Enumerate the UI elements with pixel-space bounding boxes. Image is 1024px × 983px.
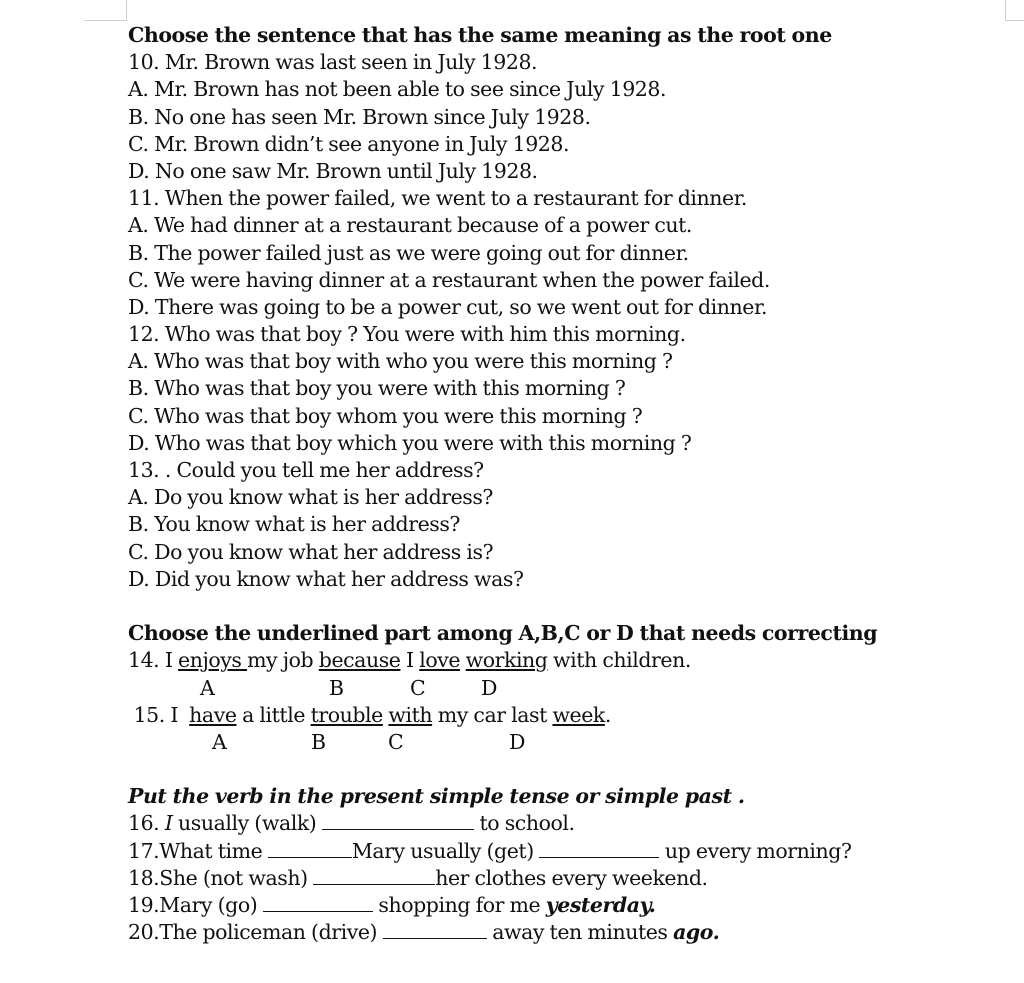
option-13a: A. Do you know what is her address? <box>128 485 493 510</box>
option-11d: D. There was going to be a power cut, so we went out for dinner. <box>128 294 768 319</box>
q15-underlined-d: week <box>552 702 605 727</box>
page-corner-mark-right <box>1005 0 1024 21</box>
q15-underlined-c: with <box>388 702 433 727</box>
option-10d: D. No one saw Mr. Brown until July 1928. <box>128 158 538 183</box>
q16-text-after: to school. <box>473 811 575 836</box>
q14-text-5: with children. <box>547 648 691 673</box>
q19-prompt: 19.Mary (go) <box>128 893 263 917</box>
section-heading-same-meaning: Choose the sentence that has the same meaning as the root one <box>128 23 832 47</box>
q19-text-after: shopping for me <box>372 893 546 917</box>
question-19 <box>128 892 988 919</box>
q14-underlined-c: love <box>419 648 461 673</box>
section-spacer <box>128 593 988 620</box>
question-18 <box>128 865 988 892</box>
q14-letter-a: A <box>200 675 215 700</box>
q14-answer-letters <box>128 675 988 702</box>
option-12d: D. Who was that boy which you were with this morning ? <box>128 430 692 455</box>
q17-answer-blank-2[interactable] <box>539 839 659 858</box>
q15-text-5: . <box>604 702 611 727</box>
q14-text-1: 14. I <box>128 648 179 673</box>
q20-prompt: 20.The policeman (drive) <box>128 920 383 945</box>
q14-text-3: I <box>400 648 420 673</box>
q14-text-2: my job <box>247 648 319 673</box>
q14-letter-c: C <box>410 675 426 700</box>
option-10b: B. No one has seen Mr. Brown since July 1928. <box>128 104 591 129</box>
question-15 <box>128 702 988 729</box>
same-meaning-questions <box>128 49 988 593</box>
q15-answer-letters <box>128 729 988 756</box>
section-spacer-2 <box>128 756 988 783</box>
option-13b: B. You know what is her address? <box>128 512 460 537</box>
option-12b: B. Who was that boy you were with this morning ? <box>128 376 626 401</box>
q19-answer-blank[interactable] <box>263 893 373 912</box>
worksheet-page <box>128 22 988 946</box>
option-10c: C. Mr. Brown didn’t see anyone in July 1928. <box>128 131 570 156</box>
q18-text-after: her clothes every weekend. <box>435 865 708 890</box>
q16-answer-blank[interactable] <box>322 811 474 830</box>
q17-prompt: 17.What time <box>128 838 268 863</box>
q15-letter-a: A <box>212 729 227 754</box>
option-11a: A. We had dinner at a restaurant because of a power cut. <box>128 213 693 238</box>
q14-underlined-a: enjoys <box>178 648 248 673</box>
q14-letter-b: B <box>329 675 344 700</box>
q17-text-mid: Mary usually (get) <box>351 838 540 863</box>
question-10: 10. Mr. Brown was last seen in July 1928. <box>128 50 538 75</box>
section-heading-verb-tense: Put the verb in the present simple tense or simple past . <box>128 784 745 809</box>
q20-text-after: away ten minutes <box>486 920 674 945</box>
q16-subject: I <box>164 811 173 836</box>
option-11c: C. We were having dinner at a restaurant when the power failed. <box>128 267 770 292</box>
q17-text-after: up every morning? <box>659 838 852 863</box>
q20-time-word: ago. <box>673 920 720 945</box>
option-13c: C. Do you know what her address is? <box>128 539 494 564</box>
q18-prompt: 18.She (not wash) <box>128 865 314 890</box>
q15-letter-b: B <box>311 729 326 754</box>
q14-underlined-d: working <box>465 648 548 673</box>
q15-text-2: a little <box>236 702 311 727</box>
q15-underlined-b: trouble <box>310 702 383 727</box>
q15-text-4: my car last <box>432 702 553 727</box>
option-13d: D. Did you know what her address was? <box>128 566 524 591</box>
section-heading-error-correction: Choose the underlined part among A,B,C or D that needs correcting <box>128 621 878 646</box>
option-10a: A. Mr. Brown has not been able to see since July 1928. <box>128 77 667 102</box>
q16-number: 16. <box>128 811 165 836</box>
q15-text-1: 15. I <box>128 702 190 727</box>
q15-letter-c: C <box>388 729 404 754</box>
q14-letter-d: D <box>481 675 497 700</box>
page-corner-mark-left <box>84 0 127 21</box>
question-16 <box>128 810 988 837</box>
option-12a: A. Who was that boy with who you were this morning ? <box>128 349 673 374</box>
option-12c: C. Who was that boy whom you were this morning ? <box>128 403 643 428</box>
q20-answer-blank[interactable] <box>383 920 487 939</box>
question-13: 13. . Could you tell me her address? <box>128 458 484 482</box>
question-17 <box>128 838 988 865</box>
q14-underlined-b: because <box>318 648 401 673</box>
option-11b: B. The power failed just as we were going out for dinner. <box>128 240 689 265</box>
question-14 <box>128 647 988 674</box>
question-20 <box>128 919 988 946</box>
q15-letter-d: D <box>509 729 525 754</box>
q15-underlined-a: have <box>189 702 237 727</box>
question-11: 11. When the power failed, we went to a restaurant for dinner. <box>128 186 747 211</box>
question-12: 12. Who was that boy ? You were with him this morning. <box>128 322 686 347</box>
q19-time-word: yesterday. <box>545 893 656 917</box>
q16-prompt: usually (walk) <box>172 811 322 836</box>
q18-answer-blank[interactable] <box>313 866 435 885</box>
q17-answer-blank-1[interactable] <box>268 839 352 858</box>
